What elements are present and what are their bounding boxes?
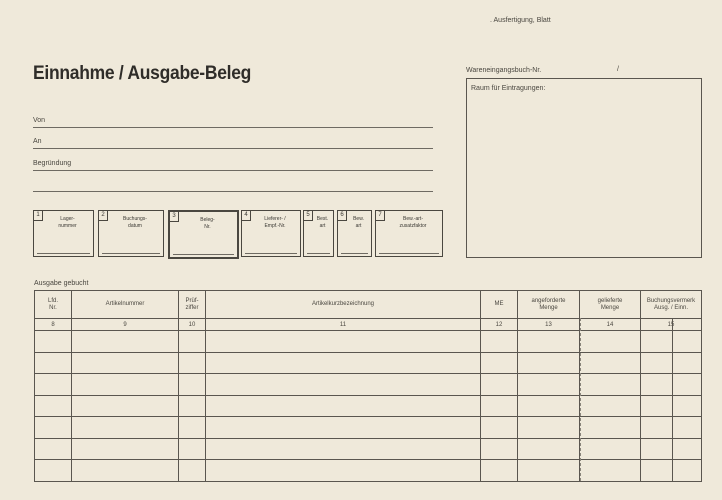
table-row[interactable] xyxy=(35,460,702,482)
an-line[interactable] xyxy=(33,148,433,149)
field-number: 4 xyxy=(242,211,251,221)
von-label: Von xyxy=(33,117,46,124)
table-row[interactable] xyxy=(35,417,702,439)
header-gelieferte-menge: gelieferte Menge xyxy=(580,291,641,319)
field-belegnr[interactable] xyxy=(168,210,239,259)
begruendung-line-1[interactable] xyxy=(33,170,433,171)
an-label: An xyxy=(33,138,42,145)
field-number: 1 xyxy=(34,211,43,221)
table-header-row xyxy=(35,291,702,319)
field-number: 2 xyxy=(99,211,108,221)
field-label: Best. art xyxy=(316,216,329,229)
field-bewart[interactable] xyxy=(337,210,372,257)
table-row[interactable] xyxy=(35,352,702,374)
field-label: Lieferer- / Empf.-Nr. xyxy=(264,216,286,229)
field-label: Bew.-art- zusatzfaktor xyxy=(399,216,427,229)
field-bestart[interactable] xyxy=(303,210,334,257)
field-lagernummer[interactable] xyxy=(33,210,94,257)
field-ticks xyxy=(245,250,297,254)
table-row[interactable] xyxy=(35,331,702,353)
field-ticks xyxy=(379,250,439,254)
field-label: Beleg- Nr. xyxy=(200,217,215,230)
field-ticks xyxy=(37,250,90,254)
field-ticks xyxy=(173,251,234,255)
column-number: 14 xyxy=(580,319,641,331)
column-number: 12 xyxy=(481,319,518,331)
von-line[interactable] xyxy=(33,127,433,128)
buchungsvermerk-divider xyxy=(672,318,673,481)
header-me: ME xyxy=(481,291,518,319)
field-label: Lager- nummer xyxy=(58,216,77,229)
ausgabe-gebucht-label: Ausgabe gebucht xyxy=(34,280,89,287)
table-row[interactable] xyxy=(35,374,702,396)
field-ticks xyxy=(307,250,330,254)
table-row[interactable] xyxy=(35,438,702,460)
field-number: 3 xyxy=(170,212,179,222)
column-number: 8 xyxy=(35,319,72,331)
table-number-row xyxy=(35,319,702,331)
eintragungen-box[interactable] xyxy=(466,78,702,258)
column-number: 13 xyxy=(518,319,580,331)
field-bewart-zusatz[interactable] xyxy=(375,210,443,257)
begruendung-label: Begründung xyxy=(33,160,72,167)
article-table xyxy=(34,290,702,482)
field-buchungsdatum[interactable] xyxy=(98,210,164,257)
column-number: 10 xyxy=(179,319,206,331)
field-label: Bew. art xyxy=(353,216,364,229)
field-lieferer[interactable] xyxy=(241,210,301,257)
column-number: 9 xyxy=(72,319,179,331)
header-artikelkurzbezeichnung: Artikelkurzbezeichnung xyxy=(206,291,481,319)
field-label: Buchungs- datum xyxy=(123,216,147,229)
table-row[interactable] xyxy=(35,395,702,417)
header-angeforderte-menge: angeforderte Menge xyxy=(518,291,580,319)
eintragungen-label: Raum für Eintragungen: xyxy=(471,85,546,92)
header-lfd-nr: Lfd. Nr. xyxy=(35,291,72,319)
field-number: 6 xyxy=(338,211,347,221)
field-number: 7 xyxy=(376,211,385,221)
field-ticks xyxy=(102,250,160,254)
field-ticks xyxy=(341,250,368,254)
field-number: 5 xyxy=(304,211,313,221)
header-artikelnummer: Artikelnummer xyxy=(72,291,179,319)
wareneingangsbuch-label: Wareneingangsbuch-Nr. xyxy=(466,67,542,74)
column-number: 11 xyxy=(206,319,481,331)
ausfertigung-label: . Ausfertigung, Blatt xyxy=(490,17,551,24)
form-title: Einnahme / Ausgabe-Beleg xyxy=(33,63,252,84)
wareneingangsbuch-separator: / xyxy=(617,66,619,73)
column-number: 15 xyxy=(641,319,702,331)
begruendung-line-2[interactable] xyxy=(33,191,433,192)
header-buchungsvermerk: Buchungsvermerk Ausg. / Einn. xyxy=(641,291,702,319)
gelieferte-menge-divider xyxy=(580,318,581,481)
header-pruefziffer: Prüf- ziffer xyxy=(179,291,206,319)
